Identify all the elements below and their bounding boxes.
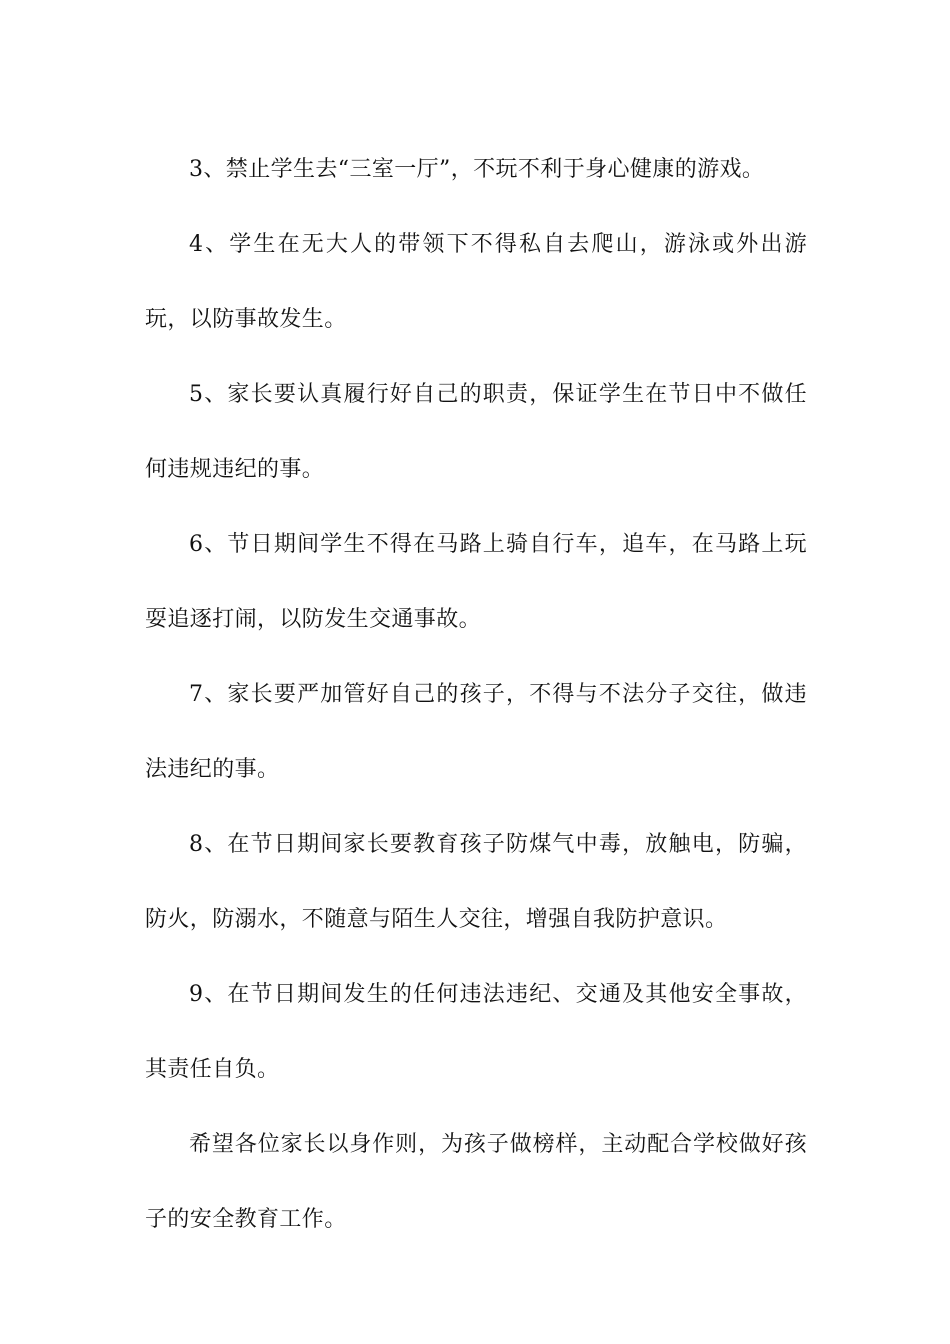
paragraph-item-8: 8、在节日期间家长要教育孩子防煤气中毒，放触电，防骗，防火，防溺水，不随意与陌生人交往，增强自我防护意识。 bbox=[145, 832, 807, 932]
paragraph-item-9: 9、在节日期间发生的任何违法违纪、交通及其他安全事故，其责任自负。 bbox=[145, 982, 807, 1082]
paragraph-item-3: 3、禁止学生去“三室一厅”，不玩不利于身心健康的游戏。 bbox=[189, 157, 765, 182]
paragraph-item-6: 6、节日期间学生不得在马路上骑自行车，追车，在马路上玩耍追逐打闹，以防发生交通事故。 bbox=[145, 532, 807, 632]
closing-paragraph: 希望各位家长以身作则，为孩子做榜样，主动配合学校做好孩子的安全教育工作。 bbox=[145, 1132, 807, 1232]
paragraph-item-7: 7、家长要严加管好自己的孩子，不得与不法分子交往，做违法违纪的事。 bbox=[145, 682, 807, 782]
paragraph-item-5: 5、家长要认真履行好自己的职责，保证学生在节日中不做任何违规违纪的事。 bbox=[145, 382, 807, 482]
document-body bbox=[145, 132, 807, 1257]
paragraph-item-4: 4、学生在无大人的带领下不得私自去爬山，游泳或外出游玩，以防事故发生。 bbox=[145, 232, 807, 332]
